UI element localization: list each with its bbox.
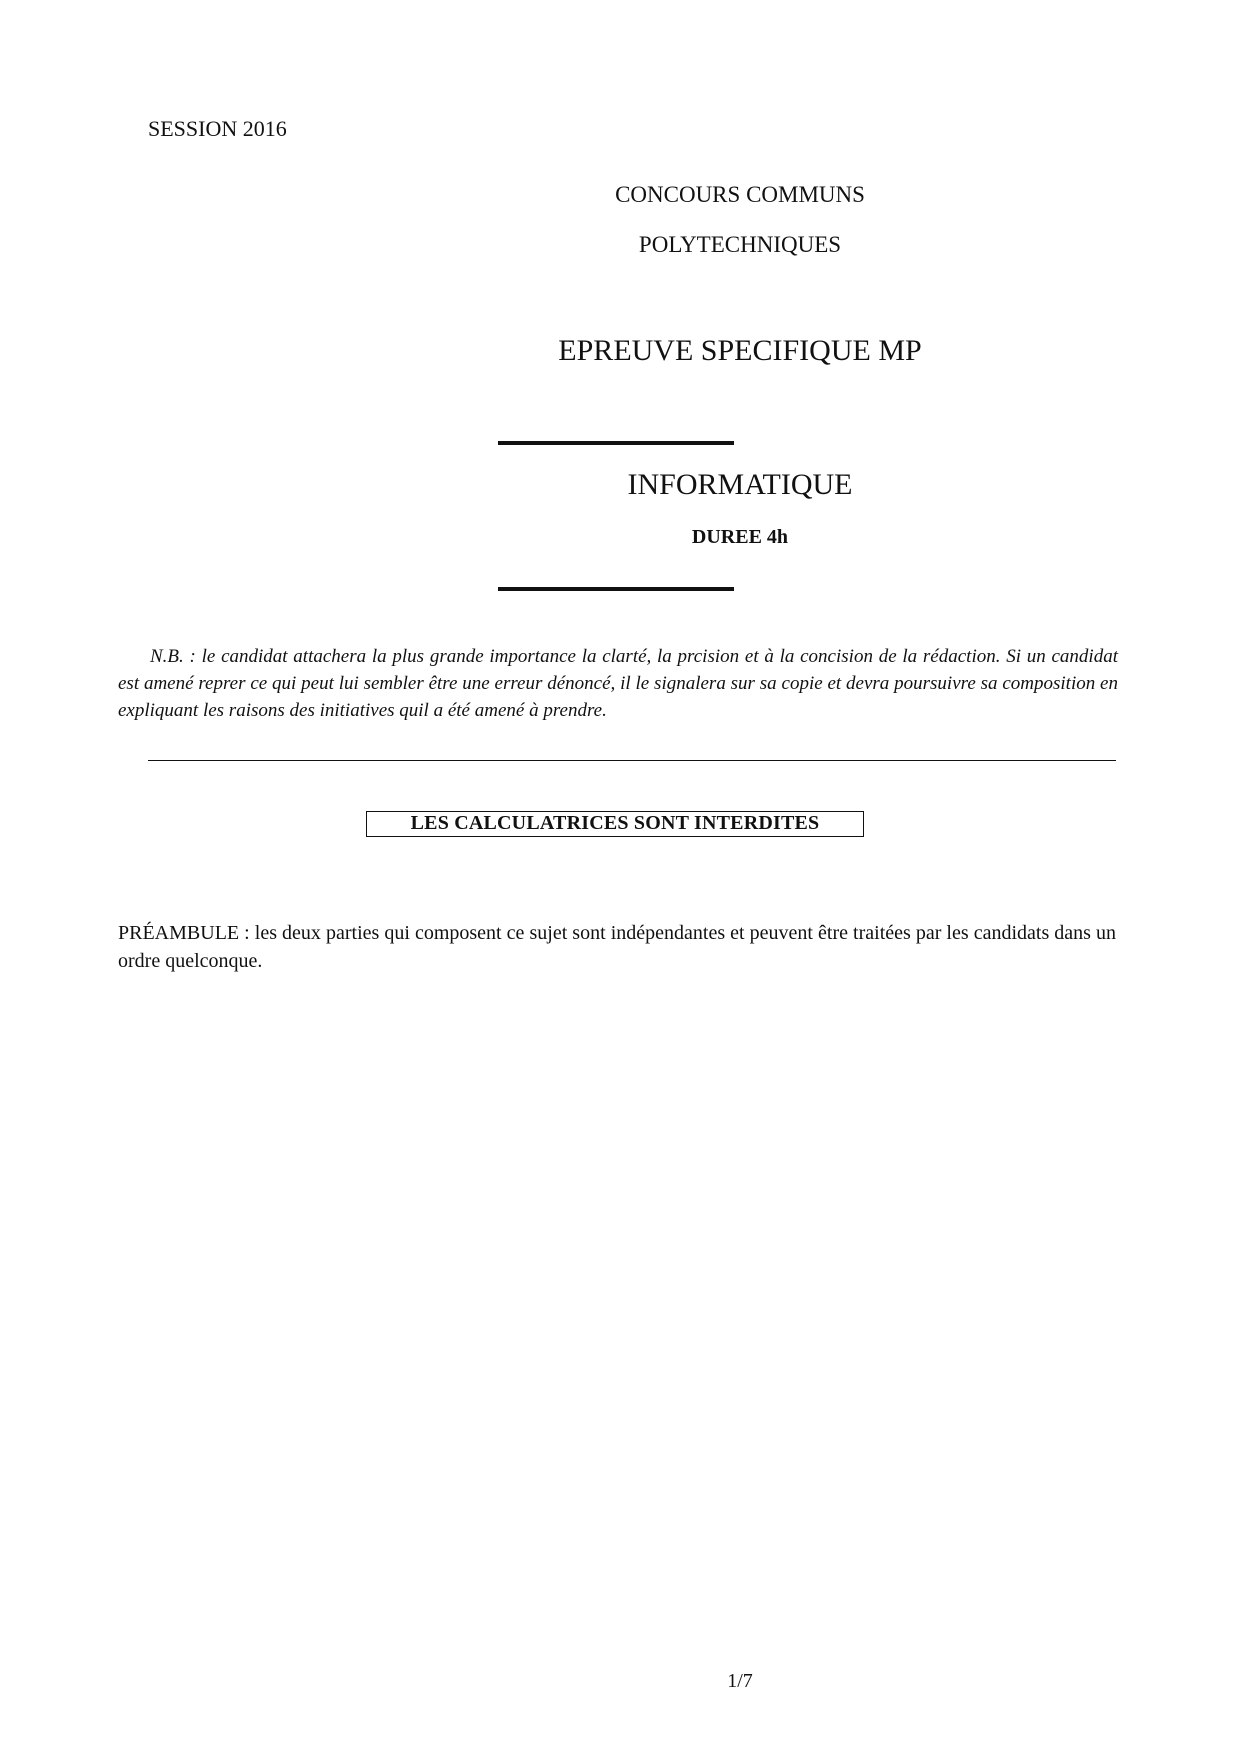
bottom-thick-divider bbox=[498, 587, 734, 591]
horizontal-rule bbox=[148, 760, 1116, 761]
nb-notice-paragraph: N.B. : le candidat attachera la plus grande importance la clarté, la prcision et à la concision de la rédaction. Si un candidat est amené reprer ce qui peut lui sembler être une erreur dénoncé, il le signalera sur sa copie et devra poursuivre sa composition en expliquant les raisons des initiatives quil a été amené à prendre. bbox=[118, 646, 1118, 721]
epreuve-title: EPREUVE SPECIFIQUE MP bbox=[558, 334, 922, 367]
session-label: SESSION 2016 bbox=[148, 116, 287, 141]
top-thick-divider bbox=[498, 441, 734, 445]
preamble-paragraph: PRÉAMBULE : les deux parties qui composent ce sujet sont indépendantes et peuvent être traitées par les candidats dans un ordre quelconque. bbox=[118, 922, 1116, 972]
duration-label: DUREE 4h bbox=[691, 526, 789, 548]
page-number: 1/7 bbox=[727, 1670, 753, 1692]
concours-title-line2: POLYTECHNIQUES bbox=[638, 232, 842, 257]
subject-title: INFORMATIQUE bbox=[627, 468, 853, 501]
calculator-prohibition-box: LES CALCULATRICES SONT INTERDITES bbox=[366, 811, 864, 837]
concours-title-line1: CONCOURS COMMUNS bbox=[615, 182, 865, 207]
